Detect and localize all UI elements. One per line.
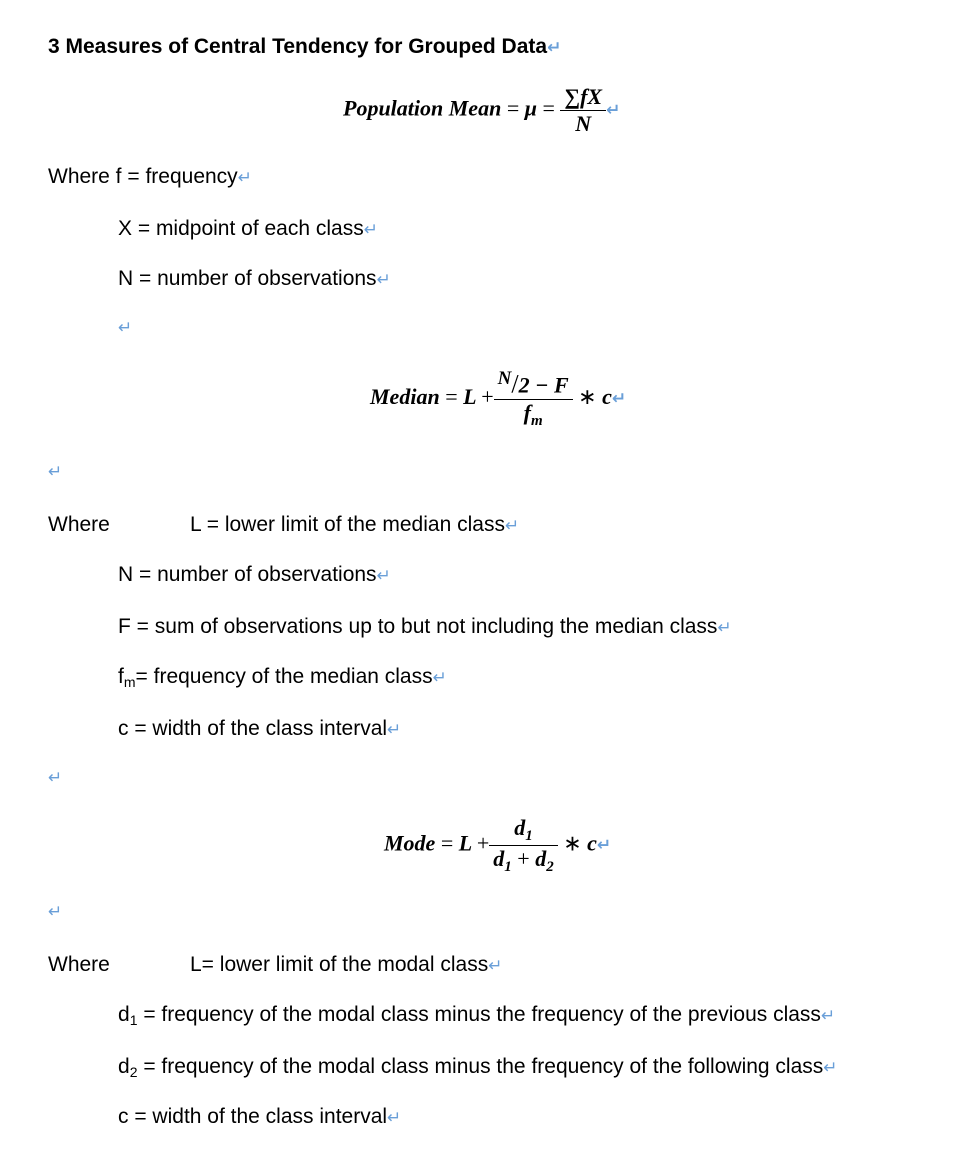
- median-fraction: [494, 368, 573, 430]
- median-denominator: $f_m$: [494, 399, 573, 430]
- return-mark-icon: ↵: [363, 220, 378, 240]
- median-def-c: c = width of the class interval↵: [118, 717, 402, 740]
- median-def-f: F = sum of observations up to but not including the median class↵: [118, 615, 732, 638]
- return-mark-icon: ↵: [504, 516, 520, 536]
- return-mark-icon: ↵: [596, 835, 612, 856]
- mode-def-d1: d1 = frequency of the modal class minus the frequency of the previous class↵: [118, 1003, 836, 1028]
- return-mark-icon: ↵: [118, 318, 133, 338]
- return-mark-icon: ↵: [237, 168, 252, 188]
- return-mark-icon: ↵: [387, 1108, 402, 1128]
- mean-eq: =: [506, 95, 520, 121]
- return-mark-icon: ↵: [611, 389, 627, 410]
- mode-def-d2: d2 = frequency of the modal class minus the frequency of the following class↵: [118, 1055, 838, 1080]
- mode-denominator: $d_1 + d_2$: [489, 845, 557, 876]
- return-mark-icon: ↵: [606, 100, 621, 121]
- mode-lhs: Mode: [384, 830, 436, 856]
- mean-denominator: N: [560, 110, 606, 137]
- median-where-label: Where: [48, 513, 110, 536]
- mean-lhs: Population Mean: [343, 95, 502, 121]
- mean-def-x: X = midpoint of each class↵: [118, 217, 378, 240]
- mode-def-c: c = width of the class interval↵: [118, 1105, 402, 1128]
- mean-numerator: ∑fX: [564, 84, 603, 109]
- mean-fraction: [560, 84, 606, 137]
- return-mark-icon: ↵: [432, 668, 447, 688]
- median-def-n: N = number of observations↵: [118, 563, 391, 586]
- mode-def-l: L= lower limit of the modal class↵: [190, 953, 503, 976]
- return-mark-icon: ↵: [376, 270, 391, 290]
- return-mark-icon: ↵: [717, 618, 732, 638]
- page-title: 3 Measures of Central Tendency for Grouped Data↵: [48, 35, 562, 58]
- median-def-l: L = lower limit of the median class↵: [190, 513, 520, 536]
- median-numerator: $^N$/2 − F: [497, 368, 569, 399]
- return-mark-icon: ↵: [547, 38, 562, 58]
- mean-where-line: Where f = frequency↵: [48, 165, 252, 188]
- median-lhs: Median: [370, 384, 440, 410]
- mean-eq2: =: [542, 95, 555, 121]
- return-mark-icon: ↵: [387, 720, 402, 740]
- mean-formula: [343, 84, 620, 137]
- mode-formula: Mode = L + $\frac{d_1}{d_1 + d_2}$ ∗ c↵: [384, 815, 612, 875]
- return-mark-icon: ↵: [820, 1006, 836, 1026]
- median-formula: Median = L + $\frac{^N/2 - F}{f_m}$ ∗ c↵: [370, 368, 627, 430]
- return-mark-icon: ↵: [376, 566, 391, 586]
- mode-numerator: $d_1$: [514, 815, 533, 844]
- return-mark-icon: ↵: [48, 902, 63, 922]
- mode-fraction: [489, 815, 557, 876]
- return-mark-icon: ↵: [48, 462, 63, 482]
- return-mark-icon: ↵: [48, 768, 63, 788]
- median-def-fm: fm= frequency of the median class↵: [118, 665, 447, 690]
- return-mark-icon: ↵: [488, 956, 503, 976]
- return-mark-icon: ↵: [823, 1058, 838, 1078]
- mean-mu: μ: [524, 95, 537, 121]
- mean-def-n: N = number of observations↵: [118, 267, 391, 290]
- mode-where-label: Where: [48, 953, 110, 976]
